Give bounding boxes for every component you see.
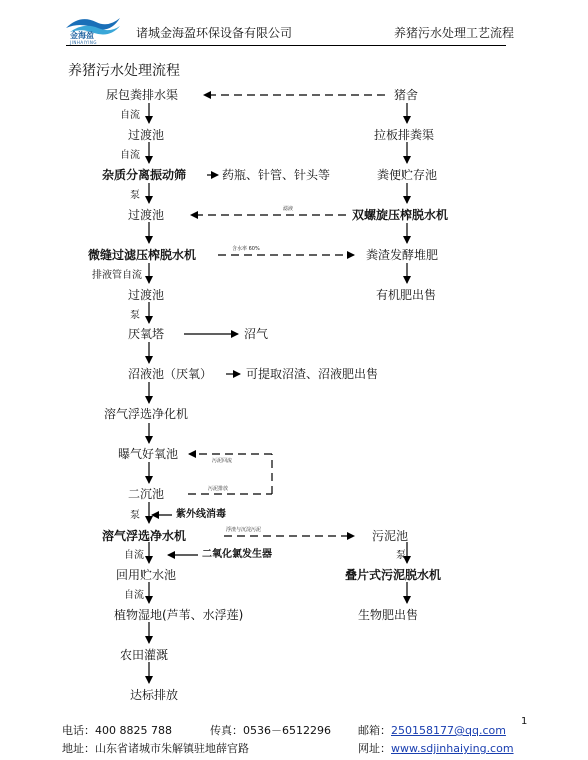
logo-subtitle: JINHAIYING — [70, 40, 97, 45]
node-biogas-slurry-tank: 沼液池（厌氧） — [128, 367, 213, 381]
node-irrigation: 农田灌溉 — [120, 648, 169, 662]
node-aeration-tank: 曝气好氧池 — [118, 447, 179, 461]
footer-website-link[interactable]: www.sdjinhaiying.com — [391, 742, 514, 755]
label-gravity-2: 自流 — [120, 150, 140, 161]
footer-website — [358, 740, 514, 756]
edge-label-moisture: 含水率 60% — [232, 246, 260, 252]
node-transition-tank-3: 过渡池 — [128, 288, 165, 302]
node-biogas: 沼气 — [244, 327, 269, 341]
footer-fax-value: 0536－6512296 — [243, 724, 331, 737]
edge-label-float-sludge: 浮渣与沉淀污泥 — [226, 527, 262, 533]
footer-fax — [210, 722, 331, 738]
node-chlorine-dioxide: 二氧化氯发生器 — [202, 549, 272, 560]
label-pump-3: 泵 — [130, 510, 140, 521]
node-vibrating-screen: 杂质分离振动筛 — [102, 168, 187, 182]
node-discharge: 达标排放 — [130, 688, 179, 702]
node-manure-channel: 尿包粪排水渠 — [106, 88, 179, 102]
node-twin-screw-press: 双螺旋压榨脱水机 — [352, 208, 449, 222]
node-compost: 粪渣发酵堆肥 — [366, 248, 439, 262]
node-bio-fertilizer: 生物肥出售 — [358, 608, 419, 622]
node-pig-house: 猪舍 — [394, 88, 419, 102]
node-secondary-clarifier: 二沉池 — [128, 487, 165, 501]
footer-phone-value: 400 8825 788 — [95, 724, 172, 737]
node-microslit-press: 微缝过滤压榨脱水机 — [88, 248, 197, 262]
footer-phone — [62, 722, 172, 738]
label-gravity-3: 自流 — [124, 550, 144, 561]
footer-address-label: 地址： — [62, 742, 95, 755]
node-stack-dewaterer: 叠片式污泥脱水机 — [345, 568, 442, 582]
label-pump-2: 泵 — [130, 310, 140, 321]
edge-label-sludge-discharge: 污泥排放 — [208, 486, 229, 492]
footer-address-value: 山东省诸城市朱解镇驻地薛官路 — [95, 742, 249, 755]
node-scraper-channel: 拉板排粪渠 — [374, 128, 435, 142]
footer-address — [62, 740, 249, 756]
footer-website-label: 网址： — [358, 742, 391, 755]
page-title: 养猪污水处理流程 — [68, 63, 180, 79]
node-daf-purifier: 溶气浮选净化机 — [104, 407, 189, 421]
header-doc-title: 养猪污水处理工艺流程 — [394, 26, 515, 40]
edge-label-filtrate: 滤液 — [283, 206, 294, 212]
edge-label-sludge-reflux: 污泥回流 — [212, 458, 233, 464]
node-medical-waste: 药瓶、针管、针头等 — [222, 168, 331, 182]
footer-email-link[interactable]: 250158177@qq.com — [391, 724, 506, 737]
header-company: 诸城金海盈环保设备有限公司 — [136, 26, 293, 40]
label-pump-1: 泵 — [130, 190, 140, 201]
node-daf-water-machine: 溶气浮选净水机 — [102, 529, 187, 543]
page-number: 1 — [521, 716, 528, 727]
node-uv-disinfection: 紫外线消毒 — [176, 509, 226, 520]
footer-phone-label: 电话： — [62, 724, 95, 737]
footer-fax-label: 传真： — [210, 724, 243, 737]
logo-name: 金海盈 — [70, 31, 94, 40]
node-transition-tank-2: 过渡池 — [128, 208, 165, 222]
node-extract-sale: 可提取沼渣、沼液肥出售 — [246, 367, 379, 381]
label-pump-4: 泵 — [396, 550, 406, 561]
node-sludge-tank: 污泥池 — [372, 529, 409, 543]
node-wetland: 植物湿地(芦苇、水浮莲) — [114, 608, 244, 622]
footer-email-label: 邮箱： — [358, 724, 391, 737]
node-transition-tank-1: 过渡池 — [128, 128, 165, 142]
node-manure-storage: 粪便贮存池 — [377, 168, 438, 182]
node-reuse-reservoir: 回用贮水池 — [116, 568, 177, 582]
label-gravity-1: 自流 — [120, 110, 140, 121]
node-anaerobic-tower: 厌氧塔 — [128, 327, 165, 341]
footer-email — [358, 722, 506, 738]
label-drain-pipe: 排液管自流 — [92, 270, 142, 281]
label-gravity-4: 自流 — [124, 590, 144, 601]
node-organic-fertilizer: 有机肥出售 — [376, 288, 437, 302]
